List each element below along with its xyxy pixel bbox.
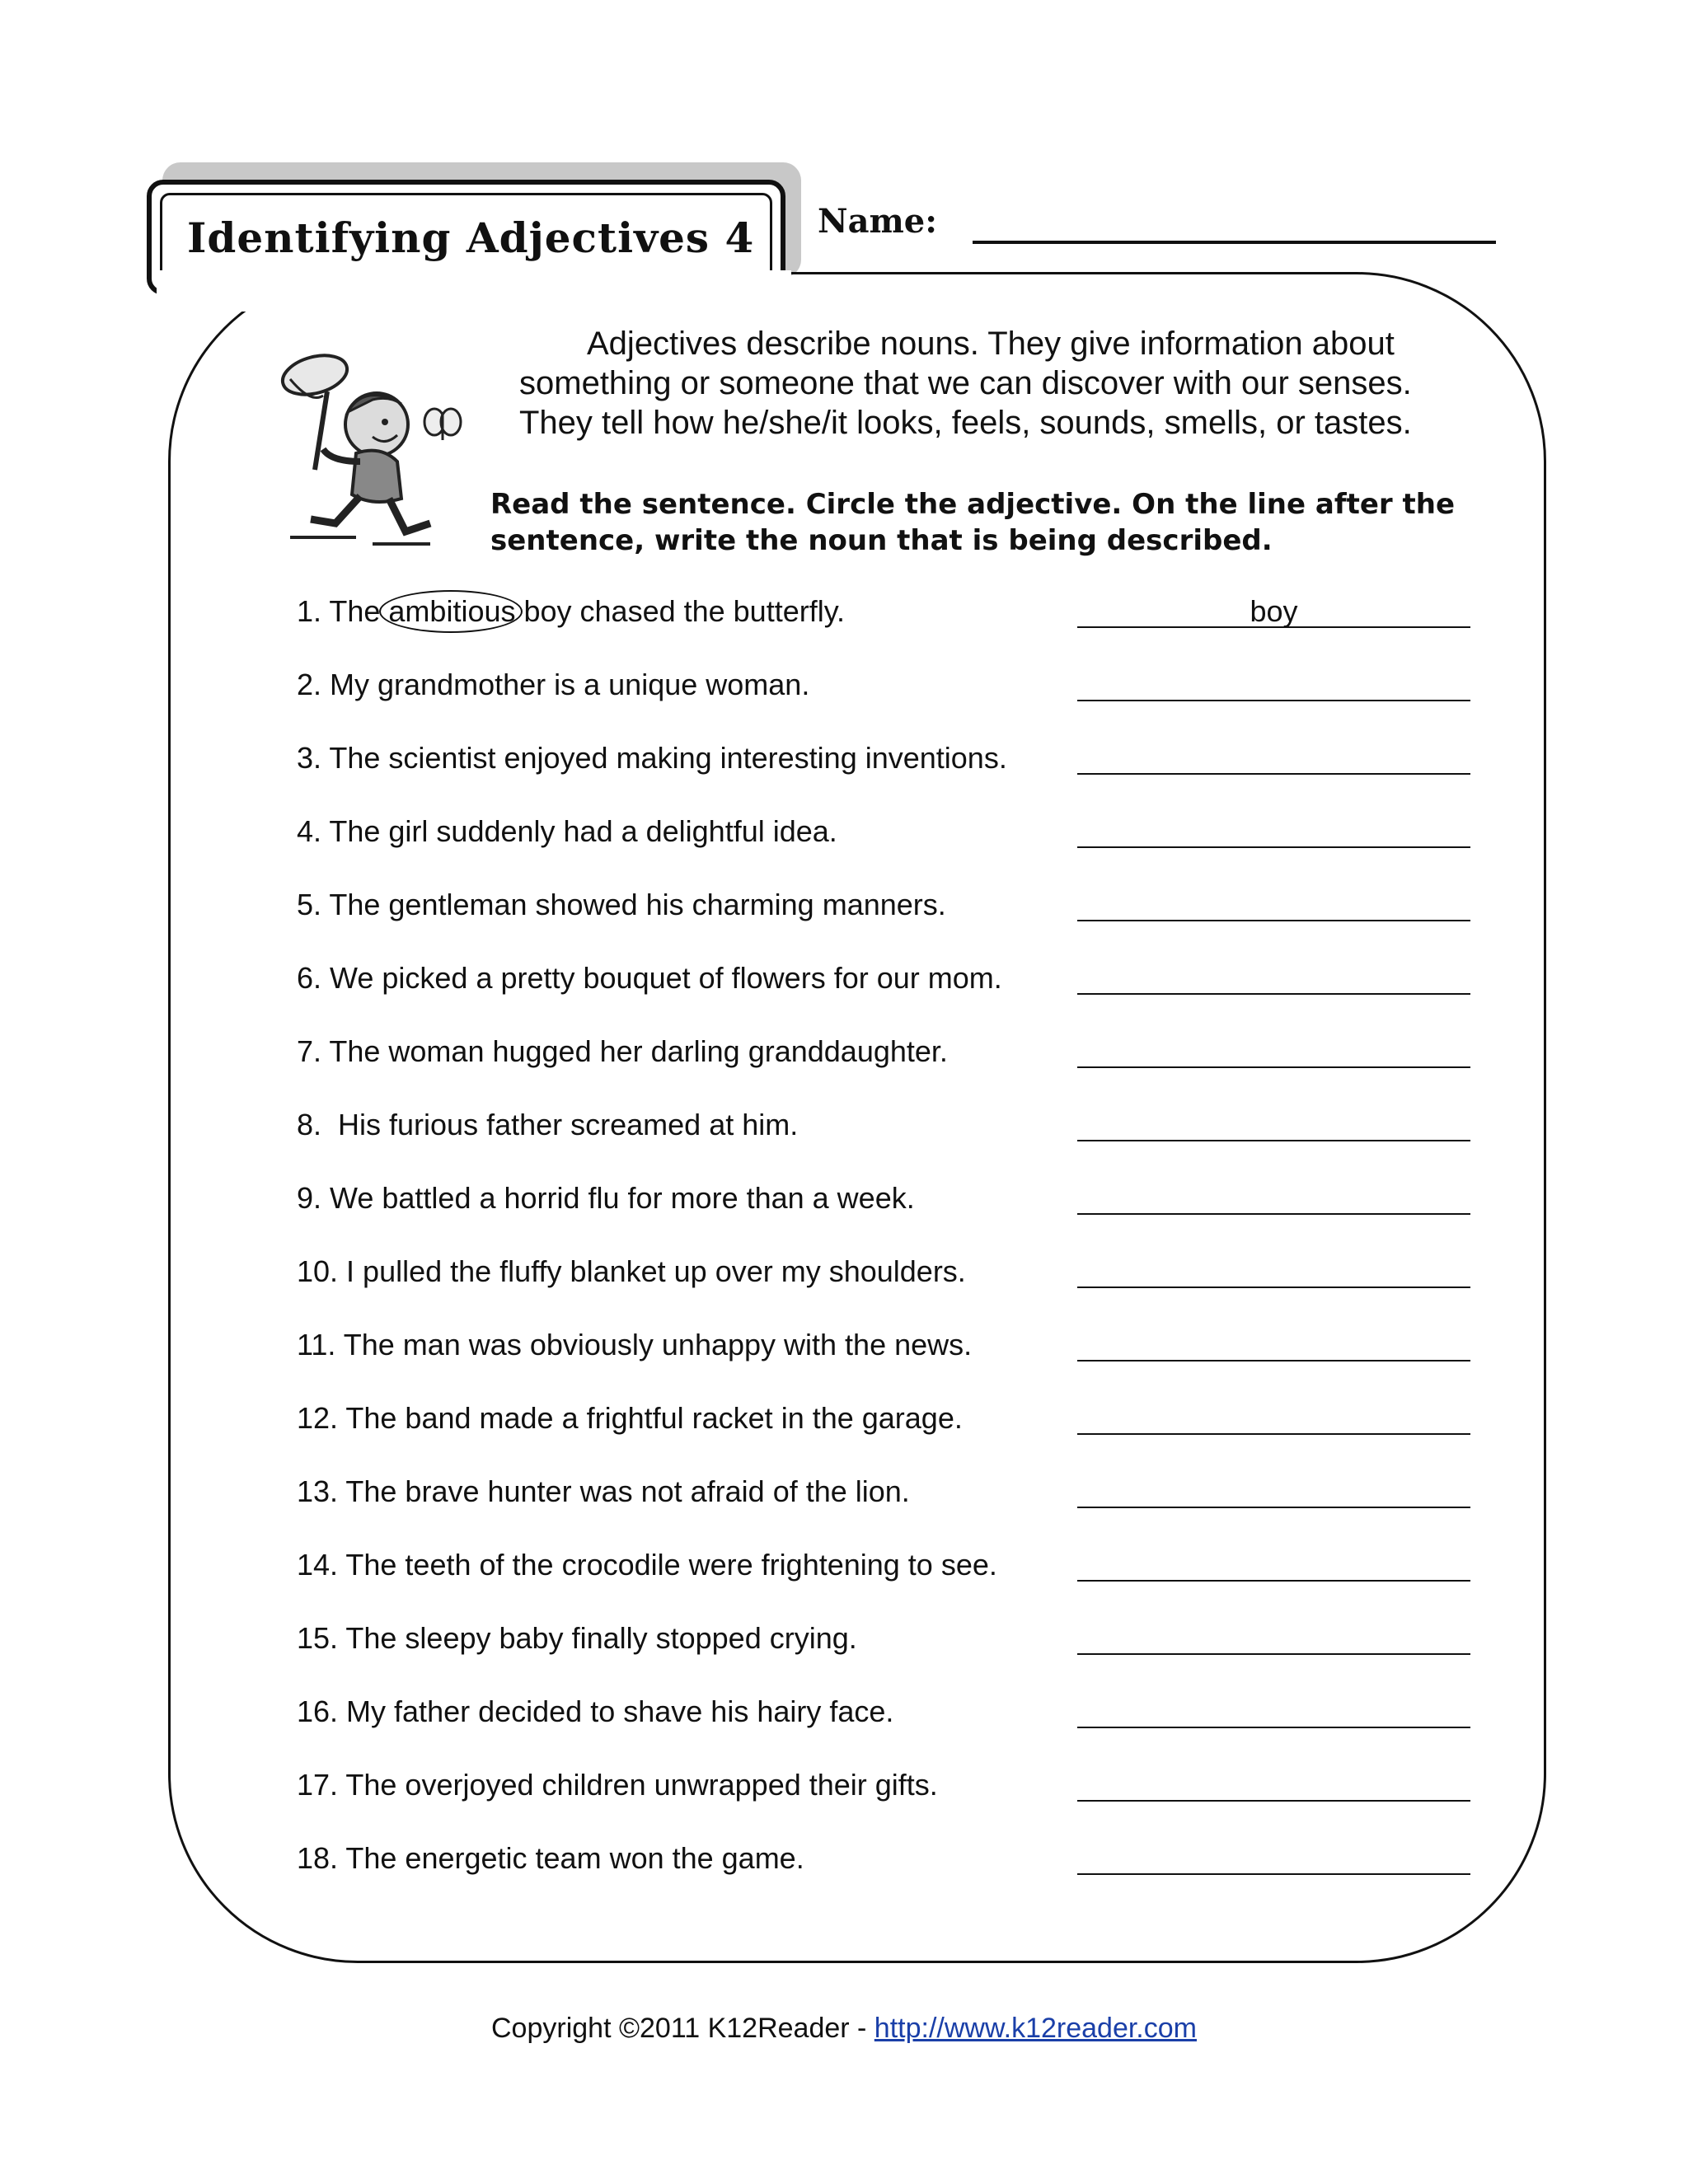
name-label: Name: bbox=[818, 202, 938, 241]
sentence-text: 6. We picked a pretty bouquet of flowers for our mom. bbox=[297, 961, 1002, 995]
list-item bbox=[297, 733, 1484, 783]
answer-field[interactable] bbox=[1077, 1727, 1470, 1728]
sentence-text: 16. My father decided to shave his hairy face. bbox=[297, 1694, 894, 1728]
list-item bbox=[297, 1247, 1484, 1296]
list-item bbox=[297, 1687, 1484, 1736]
name-field[interactable] bbox=[973, 241, 1496, 244]
answer-field[interactable] bbox=[1077, 773, 1470, 775]
sentence-text: 10. I pulled the fluffy blanket up over my shoulders. bbox=[297, 1254, 966, 1288]
list-item bbox=[297, 1540, 1484, 1590]
sentence-text: 1. The ambitious boy chased the butterfly. bbox=[297, 594, 846, 628]
intro-line-1: Adjectives describe nouns. They give information about bbox=[587, 326, 1395, 362]
intro-paragraph bbox=[519, 324, 1442, 443]
sentence-text: 5. The gentleman showed his charming manners. bbox=[297, 888, 946, 921]
list-item bbox=[297, 1320, 1484, 1370]
answer-field[interactable] bbox=[1077, 1653, 1470, 1655]
sentence-text: 12. The band made a frightful racket in the garage. bbox=[297, 1401, 963, 1435]
answer-field[interactable] bbox=[1077, 1360, 1470, 1361]
sentence-text: 2. My grandmother is a unique woman. bbox=[297, 668, 810, 701]
sentence-text: 3. The scientist enjoyed making interesting inventions. bbox=[297, 741, 1007, 775]
list-item bbox=[297, 1027, 1484, 1076]
answer-field[interactable] bbox=[1077, 1800, 1470, 1802]
answer-field[interactable] bbox=[1077, 700, 1470, 701]
list-item bbox=[297, 1174, 1484, 1223]
instructions: Read the sentence. Circle the adjective. On the line after the sentence, write the noun that is being described. bbox=[490, 488, 1456, 557]
answer-field[interactable] bbox=[1077, 1286, 1470, 1288]
website-link[interactable]: http://www.k12reader.com bbox=[874, 2013, 1197, 2044]
sentence-text: 11. The man was obviously unhappy with the news. bbox=[297, 1328, 973, 1361]
intro-line-3: They tell how he/she/it looks, feels, sounds, smells, or tastes. bbox=[519, 405, 1412, 441]
sentence-text: 18. The energetic team won the game. bbox=[297, 1841, 804, 1875]
footer bbox=[0, 2013, 1688, 2045]
sentence-text: 17. The overjoyed children unwrapped their gifts. bbox=[297, 1768, 938, 1802]
list-item bbox=[297, 660, 1484, 710]
sentence-text: 4. The girl suddenly had a delightful idea. bbox=[297, 814, 837, 848]
boy-with-butterfly-net-icon bbox=[265, 346, 480, 552]
copyright-text: Copyright ©2011 K12Reader - bbox=[491, 2013, 874, 2044]
answer-field[interactable] bbox=[1077, 1507, 1470, 1508]
list-item bbox=[297, 1394, 1484, 1443]
list-item bbox=[297, 1614, 1484, 1663]
answer-field[interactable] bbox=[1077, 920, 1470, 921]
list-item bbox=[297, 880, 1484, 930]
sentence-text: 13. The brave hunter was not afraid of the lion. bbox=[297, 1474, 910, 1508]
answer-field[interactable] bbox=[1077, 1873, 1470, 1875]
title-inner-border bbox=[160, 193, 772, 282]
answer-field[interactable] bbox=[1077, 1066, 1470, 1068]
list-item bbox=[297, 954, 1484, 1003]
frame-cutout bbox=[157, 270, 791, 312]
list-item bbox=[297, 1760, 1484, 1810]
list-item bbox=[297, 1834, 1484, 1883]
sentence-text: 14. The teeth of the crocodile were frightening to see. bbox=[297, 1548, 997, 1582]
intro-line-2: something or someone that we can discover with our senses. bbox=[519, 365, 1412, 401]
list-item bbox=[297, 1467, 1484, 1516]
list-item bbox=[297, 1100, 1484, 1150]
list-item bbox=[297, 587, 1484, 636]
sentence-text: 8. His furious father screamed at him. bbox=[297, 1108, 799, 1141]
answer-field[interactable] bbox=[1077, 1140, 1470, 1141]
answer-field[interactable] bbox=[1077, 1213, 1470, 1215]
answer-field[interactable] bbox=[1077, 1433, 1470, 1435]
answer-field[interactable] bbox=[1077, 993, 1470, 995]
sentence-text: 15. The sleepy baby finally stopped crying. bbox=[297, 1621, 857, 1655]
sentence-text: 7. The woman hugged her darling granddaughter. bbox=[297, 1034, 948, 1068]
answer-field[interactable] bbox=[1077, 1580, 1470, 1582]
answer-field[interactable] bbox=[1077, 626, 1470, 628]
worksheet-title: Identifying Adjectives 4 bbox=[187, 213, 755, 262]
sentence-text: 9. We battled a horrid flu for more than a week. bbox=[297, 1181, 915, 1215]
answer-text: boy bbox=[1250, 594, 1298, 628]
list-item bbox=[297, 807, 1484, 856]
answer-field[interactable] bbox=[1077, 846, 1470, 848]
